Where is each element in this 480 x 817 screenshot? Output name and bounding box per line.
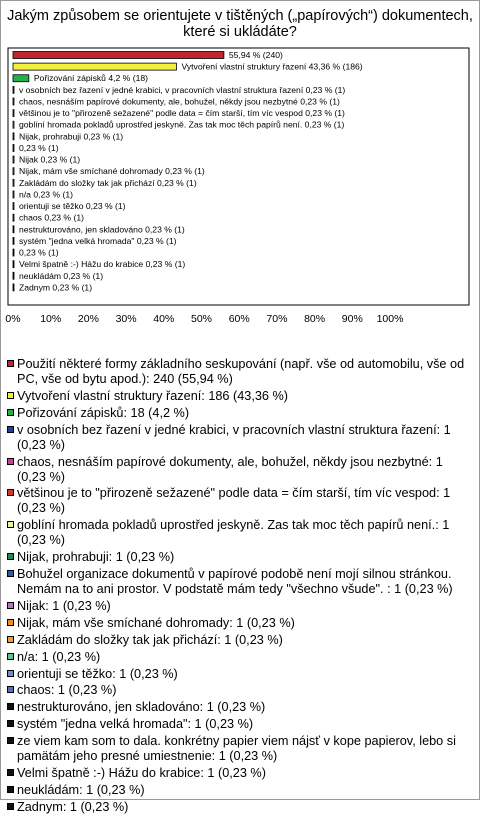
- x-tick-label: 50%: [190, 313, 213, 325]
- legend-label: systém "jedna velká hromada": 1 (0,23 %): [17, 717, 254, 732]
- legend-label: chaos: 1 (0,23 %): [17, 683, 117, 698]
- legend-label: Nijak, mám vše smíchané dohromady: 1 (0,23 %): [17, 615, 295, 630]
- legend-label: nestrukturováno, jen skladováno: 1 (0,23 %): [17, 700, 266, 715]
- legend-label: Nijak: 1 (0,23 %): [17, 599, 111, 614]
- x-tick-label: 60%: [228, 313, 250, 325]
- bar: [13, 203, 14, 210]
- legend-item: [7, 800, 475, 815]
- bar: [13, 75, 29, 82]
- bar-data-label: chaos 0,23 % (1): [19, 212, 84, 223]
- bar-data-label: většinou je to "přirozeně sežazené" podle data = čím starší, tím víc vespod 0,23 % (1): [19, 108, 345, 119]
- legend-label: Zadnym: 1 (0,23 %): [17, 799, 129, 814]
- bar-data-label: orientuji se těžko 0,23 % (1): [19, 201, 126, 212]
- legend-item: [7, 734, 475, 764]
- bar-data-label: Nijak 0,23 % (1): [19, 154, 81, 165]
- legend-swatch: [7, 737, 14, 744]
- legend-swatch: [7, 686, 14, 693]
- legend-swatch: [7, 521, 14, 528]
- bar-data-label: 55,94 % (240): [228, 50, 283, 60]
- x-tick-label: 100%: [376, 313, 404, 325]
- legend-item: [7, 423, 475, 453]
- legend-swatch: [7, 703, 14, 710]
- legend-item: [7, 550, 475, 565]
- legend-item: [7, 683, 475, 698]
- legend: [7, 357, 475, 817]
- legend-item: [7, 486, 475, 516]
- bar-data-label: goblíní hromada pokladů uprostřed jeskyně. Zas tak moc těch papírů není. 0,23 % (1): [19, 119, 345, 130]
- legend-item: [7, 633, 475, 648]
- legend-swatch: [7, 653, 14, 660]
- bar: [13, 226, 14, 233]
- legend-item: [7, 567, 475, 597]
- bar: [13, 156, 14, 163]
- bar: [13, 168, 14, 175]
- bar-data-label: neukládám 0,23 % (1): [19, 270, 104, 281]
- bar-data-label: v osobních bez řazení v jedné krabici, v pracovních vlastní struktura řazení 0,23 % (1): [19, 84, 346, 95]
- x-tick-label: 30%: [115, 313, 137, 325]
- bar: [13, 63, 176, 70]
- legend-item: [7, 599, 475, 614]
- bar-data-label: Velmi špatně :-) Hážu do krabice 0,23 % (1): [19, 259, 186, 270]
- bar: [13, 214, 14, 221]
- legend-label: n/a: 1 (0,23 %): [17, 649, 101, 664]
- x-tick-label: 70%: [266, 313, 288, 325]
- bar-data-label: nestrukturováno, jen skladováno 0,23 % (1): [19, 224, 185, 235]
- legend-label: neukládám: 1 (0,23 %): [17, 782, 145, 797]
- bar-data-label: 0,23 % (1): [19, 247, 59, 258]
- bar: [13, 284, 14, 291]
- legend-item: [7, 650, 475, 665]
- x-tick-label: 40%: [153, 313, 175, 325]
- legend-label: Pořizování zápisků: 18 (4,2 %): [17, 405, 190, 420]
- legend-swatch: [7, 769, 14, 776]
- bar-data-label: Zakládám do složky tak jak přichází 0,23 % (1): [19, 177, 197, 188]
- legend-swatch: [7, 570, 14, 577]
- legend-item: [7, 518, 475, 548]
- legend-label: goblíní hromada pokladů uprostřed jeskyně. Zas tak moc těch papírů není.: 1 (0,23 %): [17, 518, 450, 548]
- legend-swatch: [7, 360, 14, 367]
- legend-item: [7, 667, 475, 682]
- legend-item: [7, 700, 475, 715]
- bar: [13, 144, 14, 151]
- bar: [13, 110, 14, 117]
- legend-swatch: [7, 553, 14, 560]
- legend-swatch: [7, 392, 14, 399]
- bar: [13, 272, 14, 279]
- bar: [13, 261, 14, 268]
- bar-data-label: chaos, nesnáším papírové dokumenty, ale, bohužel, někdy jsou nezbytné 0,23 % (1): [19, 96, 340, 107]
- legend-swatch: [7, 489, 14, 496]
- legend-item: [7, 357, 475, 387]
- legend-swatch: [7, 409, 14, 416]
- legend-label: Bohužel organizace dokumentů v papírové podobě není mojí silnou stránkou. Nemám na to ani prostor. V podstatě mám tedy "všechno všude". : 1 (0,23 %): [17, 567, 453, 597]
- bar-data-label: systém "jedna velká hromada" 0,23 % (1): [19, 235, 177, 246]
- legend-label: Použití některé formy základního seskupování (např. vše od automobilu, vše od PC, vše od bytu apod.): 240 (55,94 %): [17, 357, 465, 386]
- chart-title: Jakým způsobem se orientujete v tištěných („papírových“) dokumentech, které si ukládáte?: [7, 8, 473, 40]
- bar-chart: [1, 1, 479, 351]
- legend-label: Nijak, prohrabuji: 1 (0,23 %): [17, 550, 175, 565]
- bar: [13, 133, 14, 140]
- legend-label: chaos, nesnáším papírové dokumenty, ale, bohužel, někdy jsou nezbytné: 1 (0,23 %): [17, 454, 443, 484]
- bar-data-label: Nijak, prohrabuji 0,23 % (1): [19, 131, 124, 142]
- legend-label: ze viem kam som to dala. konkrétny papier viem nájsť v kope papierov, lebo si pamätám jeho presné umiestnenie: 1 (0,23 %): [17, 734, 456, 764]
- legend-label: většinou je to "přirozeně sežazené" podle data = čím starší, tím víc vespod: 1 (0,23 %): [17, 486, 451, 516]
- bar-data-label: Pořizování zápisků 4,2 % (18): [33, 73, 149, 84]
- legend-item: [7, 389, 475, 404]
- bar: [13, 237, 14, 244]
- legend-swatch: [7, 720, 14, 727]
- legend-item: [7, 717, 475, 732]
- bar-data-label: Vytvoření vlastní struktury řazení 43,36 % (186): [181, 61, 363, 72]
- legend-swatch: [7, 426, 14, 433]
- legend-label: Vytvoření vlastní struktury řazení: 186 (43,36 %): [17, 388, 289, 403]
- legend-swatch: [7, 803, 14, 810]
- legend-item: [7, 766, 475, 781]
- legend-item: [7, 783, 475, 798]
- legend-swatch: [7, 786, 14, 793]
- legend-item: [7, 406, 475, 421]
- legend-swatch: [7, 636, 14, 643]
- bar: [13, 52, 224, 59]
- bar: [13, 121, 14, 128]
- bar: [13, 191, 14, 198]
- bar-data-label: n/a 0,23 % (1): [19, 189, 73, 200]
- x-tick-label: 0%: [5, 313, 21, 325]
- legend-swatch: [7, 602, 14, 609]
- x-tick-label: 80%: [304, 313, 326, 325]
- legend-swatch: [7, 458, 14, 465]
- bar: [13, 86, 14, 93]
- bar: [13, 98, 14, 105]
- legend-label: v osobních bez řazení v jedné krabici, v pracovních vlastní struktura řazení: 1 (0,23 %): [17, 422, 451, 452]
- legend-label: orientuji se těžko: 1 (0,23 %): [17, 666, 178, 681]
- x-axis-ticks: [5, 313, 403, 325]
- bar: [13, 249, 14, 256]
- bar-data-label: Nijak, mám vše smíchané dohromady 0,23 % (1): [19, 166, 205, 177]
- x-tick-label: 90%: [341, 313, 363, 325]
- bar-data-label: 0,23 % (1): [19, 142, 59, 153]
- x-tick-label: 20%: [77, 313, 99, 325]
- legend-item: [7, 455, 475, 485]
- bar: [13, 179, 14, 186]
- bar-data-label: Zadnym 0,23 % (1): [19, 282, 93, 293]
- legend-label: Zakládám do složky tak jak přichází: 1 (0,23 %): [17, 632, 283, 647]
- x-tick-label: 10%: [40, 313, 62, 325]
- legend-swatch: [7, 619, 14, 626]
- legend-swatch: [7, 670, 14, 677]
- legend-label: Velmi špatně :-) Hážu do krabice: 1 (0,23 %): [17, 766, 266, 781]
- legend-item: [7, 616, 475, 631]
